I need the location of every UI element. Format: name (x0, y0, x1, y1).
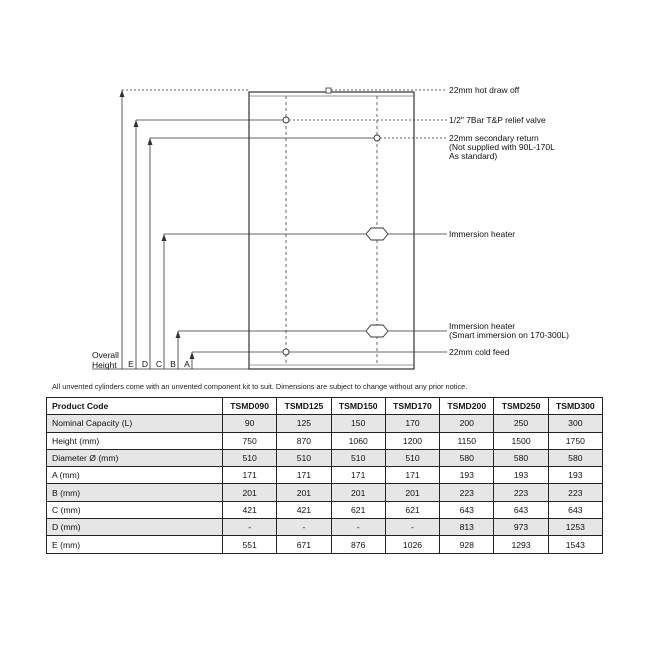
table-cell: 870 (277, 432, 331, 449)
table-cell: 250 (494, 415, 548, 432)
table-cell: - (223, 519, 277, 536)
table-cell: 510 (277, 449, 331, 466)
table-row (47, 415, 603, 432)
row-label: D (mm) (47, 519, 223, 536)
row-label: E (mm) (47, 536, 223, 553)
table-cell: 223 (548, 484, 602, 501)
table-cell: 876 (331, 536, 385, 553)
column-header: TSMD300 (548, 398, 602, 415)
column-header: TSMD150 (331, 398, 385, 415)
dim-letter-c: C (155, 359, 163, 369)
table-cell: 1200 (385, 432, 439, 449)
table-header-row (47, 398, 603, 415)
table-row (47, 536, 603, 553)
table-cell: 170 (385, 415, 439, 432)
disclaimer-note: All unvented cylinders come with an unvented component kit to suit. Dimensions are subject to change without any prior notice. (52, 382, 468, 391)
table-cell: 928 (440, 536, 494, 553)
column-header: TSMD200 (440, 398, 494, 415)
immersion-heater-fitting (366, 228, 388, 240)
table-cell: 510 (223, 449, 277, 466)
table-cell: 1750 (548, 432, 602, 449)
table-cell: 580 (494, 449, 548, 466)
table-cell: 813 (440, 519, 494, 536)
callout-immersion-heater: Immersion heater (449, 229, 516, 239)
row-label: A (mm) (47, 467, 223, 484)
column-header: TSMD090 (223, 398, 277, 415)
cylinder-body (249, 92, 414, 369)
table-cell: 551 (223, 536, 277, 553)
overall-height-label-2: Height (92, 360, 117, 370)
table-cell: 643 (548, 501, 602, 518)
callout-immersion-heater-2-line1: Immersion heater (449, 321, 516, 331)
callout-immersion-heater-2-line2: (Smart immersion on 170-300L) (449, 330, 569, 340)
table-cell: 223 (494, 484, 548, 501)
table-row (47, 484, 603, 501)
hot-draw-off-fitting (326, 88, 331, 93)
table-row (47, 501, 603, 518)
table-body (47, 415, 603, 553)
table-cell: 193 (440, 467, 494, 484)
table-row (47, 467, 603, 484)
dim-letter-e: E (128, 359, 134, 369)
table-cell: 621 (331, 501, 385, 518)
table-cell: 750 (223, 432, 277, 449)
table-cell: 643 (494, 501, 548, 518)
table-cell: 201 (277, 484, 331, 501)
table-cell: 193 (548, 467, 602, 484)
secondary-return-fitting (374, 135, 380, 141)
table-cell: 171 (223, 467, 277, 484)
table-cell: 150 (331, 415, 385, 432)
table-cell: 201 (223, 484, 277, 501)
callout-cold-feed: 22mm cold feed (449, 347, 510, 357)
dim-letter-b: B (170, 359, 176, 369)
table-cell: - (385, 519, 439, 536)
callout-secondary-return-2: (Not supplied with 90L-170L (449, 142, 555, 152)
table-cell: 171 (385, 467, 439, 484)
table-cell: 1293 (494, 536, 548, 553)
table-cell: 510 (331, 449, 385, 466)
table-cell: 201 (331, 484, 385, 501)
row-label: Nominal Capacity (L) (47, 415, 223, 432)
column-header: TSMD125 (277, 398, 331, 415)
immersion-heater-2-fitting (366, 325, 388, 337)
relief-valve-fitting (283, 117, 289, 123)
column-header: TSMD170 (385, 398, 439, 415)
table-cell: 1253 (548, 519, 602, 536)
table-cell: 90 (223, 415, 277, 432)
table-cell: 1150 (440, 432, 494, 449)
callout-relief-valve: 1/2" 7Bar T&P relief valve (449, 115, 546, 125)
table-cell: 300 (548, 415, 602, 432)
row-label: C (mm) (47, 501, 223, 518)
row-label: Height (mm) (47, 432, 223, 449)
table-row (47, 519, 603, 536)
specification-table (46, 397, 603, 554)
table-cell: 421 (277, 501, 331, 518)
table-cell: 171 (277, 467, 331, 484)
table-row (47, 449, 603, 466)
overall-height-label-1: Overall (92, 350, 119, 360)
table-cell: 671 (277, 536, 331, 553)
table-cell: 973 (494, 519, 548, 536)
dim-letter-d: D (141, 359, 149, 369)
table-cell: - (277, 519, 331, 536)
table-cell: - (331, 519, 385, 536)
table-cell: 510 (385, 449, 439, 466)
table-cell: 125 (277, 415, 331, 432)
callout-hot-draw-off: 22mm hot draw off (449, 85, 520, 95)
table-cell: 1500 (494, 432, 548, 449)
table-cell: 621 (385, 501, 439, 518)
dim-letter-a: A (184, 359, 190, 369)
table-cell: 201 (385, 484, 439, 501)
table-cell: 1543 (548, 536, 602, 553)
table-cell: 1060 (331, 432, 385, 449)
table-cell: 223 (440, 484, 494, 501)
table-cell: 580 (440, 449, 494, 466)
table-cell: 1026 (385, 536, 439, 553)
table-cell: 171 (331, 467, 385, 484)
table-row (47, 432, 603, 449)
table-cell: 200 (440, 415, 494, 432)
column-header: TSMD250 (494, 398, 548, 415)
table-cell: 643 (440, 501, 494, 518)
row-label: Diameter Ø (mm) (47, 449, 223, 466)
column-header: Product Code (47, 398, 223, 415)
table-cell: 580 (548, 449, 602, 466)
table-cell: 421 (223, 501, 277, 518)
table-cell: 193 (494, 467, 548, 484)
row-label: B (mm) (47, 484, 223, 501)
callout-secondary-return-3: As standard) (449, 151, 498, 161)
cold-feed-fitting (283, 349, 289, 355)
callout-secondary-return-1: 22mm secondary return (449, 133, 539, 143)
